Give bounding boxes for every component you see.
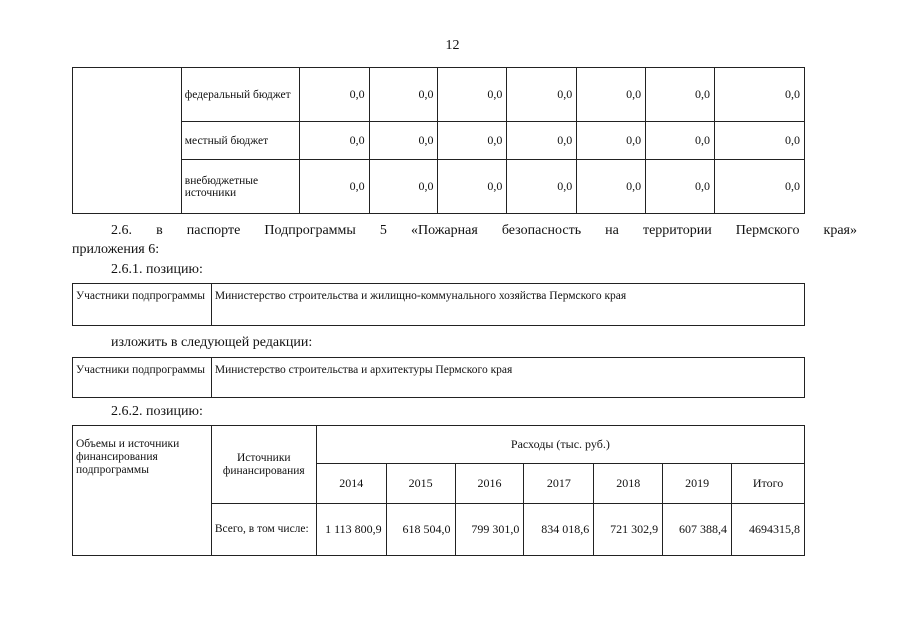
value-cell: 0,0 <box>577 122 646 160</box>
value-cell: 0,0 <box>438 68 507 122</box>
paragraph-new-edition: изложить в следующей редакции: <box>111 335 313 350</box>
participants-label: Участники подпрограммы <box>73 284 212 326</box>
value-cell: 0,0 <box>507 160 577 214</box>
participants-label: Участники подпрограммы <box>73 358 212 398</box>
table-row <box>73 426 805 464</box>
value-cell: 0,0 <box>715 160 805 214</box>
finance-label: Объемы и источники финансирования подпрограммы <box>73 426 212 556</box>
table-row <box>73 160 805 214</box>
value-cell: 0,0 <box>507 68 577 122</box>
value-cell: 0,0 <box>369 122 438 160</box>
value-cell: 0,0 <box>299 122 369 160</box>
table-row <box>73 122 805 160</box>
table-row <box>73 68 805 122</box>
finance-table <box>72 425 805 556</box>
participants-value: Министерство строительства и жилищно-коммунального хозяйства Пермского края <box>211 284 804 326</box>
total-value: 4694315,8 <box>732 504 805 556</box>
participants-table-old <box>72 283 805 326</box>
participants-table-new <box>72 357 805 398</box>
top-budget-table <box>72 67 805 214</box>
value-cell: 0,0 <box>299 68 369 122</box>
year-header: 2014 <box>316 464 386 504</box>
expenses-header: Расходы (тыс. руб.) <box>316 426 804 464</box>
page-number: 12 <box>445 38 460 53</box>
paragraph-2-6-2: 2.6.2. позицию: <box>111 404 203 419</box>
value-cell: 0,0 <box>715 68 805 122</box>
source-label: федеральный бюджет <box>181 68 299 122</box>
value-cell: 0,0 <box>369 68 438 122</box>
year-header: Итого <box>732 464 805 504</box>
table-row <box>73 358 805 398</box>
value-cell: 0,0 <box>438 160 507 214</box>
table-row <box>73 284 805 326</box>
total-value: 721 302,9 <box>594 504 663 556</box>
participants-value: Министерство строительства и архитектуры Пермского края <box>211 358 804 398</box>
source-label: местный бюджет <box>181 122 299 160</box>
paragraph-2-6-continued: приложения 6: <box>72 242 160 257</box>
value-cell: 0,0 <box>646 68 715 122</box>
total-label: Всего, в том числе: <box>211 504 316 556</box>
total-value: 1 113 800,9 <box>316 504 386 556</box>
total-value: 607 388,4 <box>663 504 732 556</box>
paragraph-2-6: 2.6. в паспорте Подпрограммы 5 «Пожарная безопасность на территории Пермского края» <box>111 223 857 238</box>
year-header: 2017 <box>524 464 594 504</box>
value-cell: 0,0 <box>715 122 805 160</box>
value-cell: 0,0 <box>507 122 577 160</box>
year-header: 2019 <box>663 464 732 504</box>
value-cell: 0,0 <box>646 122 715 160</box>
total-value: 799 301,0 <box>455 504 524 556</box>
total-value: 834 018,6 <box>524 504 594 556</box>
year-header: 2016 <box>455 464 524 504</box>
value-cell: 0,0 <box>299 160 369 214</box>
paragraph-2-6-1: 2.6.1. позицию: <box>111 262 203 277</box>
value-cell: 0,0 <box>577 68 646 122</box>
value-cell: 0,0 <box>646 160 715 214</box>
value-cell: 0,0 <box>438 122 507 160</box>
source-label: внебюджетные источники <box>181 160 299 214</box>
total-value: 618 504,0 <box>386 504 455 556</box>
value-cell: 0,0 <box>577 160 646 214</box>
value-cell: 0,0 <box>369 160 438 214</box>
year-header: 2015 <box>386 464 455 504</box>
sources-header: Источники финансирования <box>211 426 316 504</box>
year-header: 2018 <box>594 464 663 504</box>
empty-cell <box>73 68 182 214</box>
